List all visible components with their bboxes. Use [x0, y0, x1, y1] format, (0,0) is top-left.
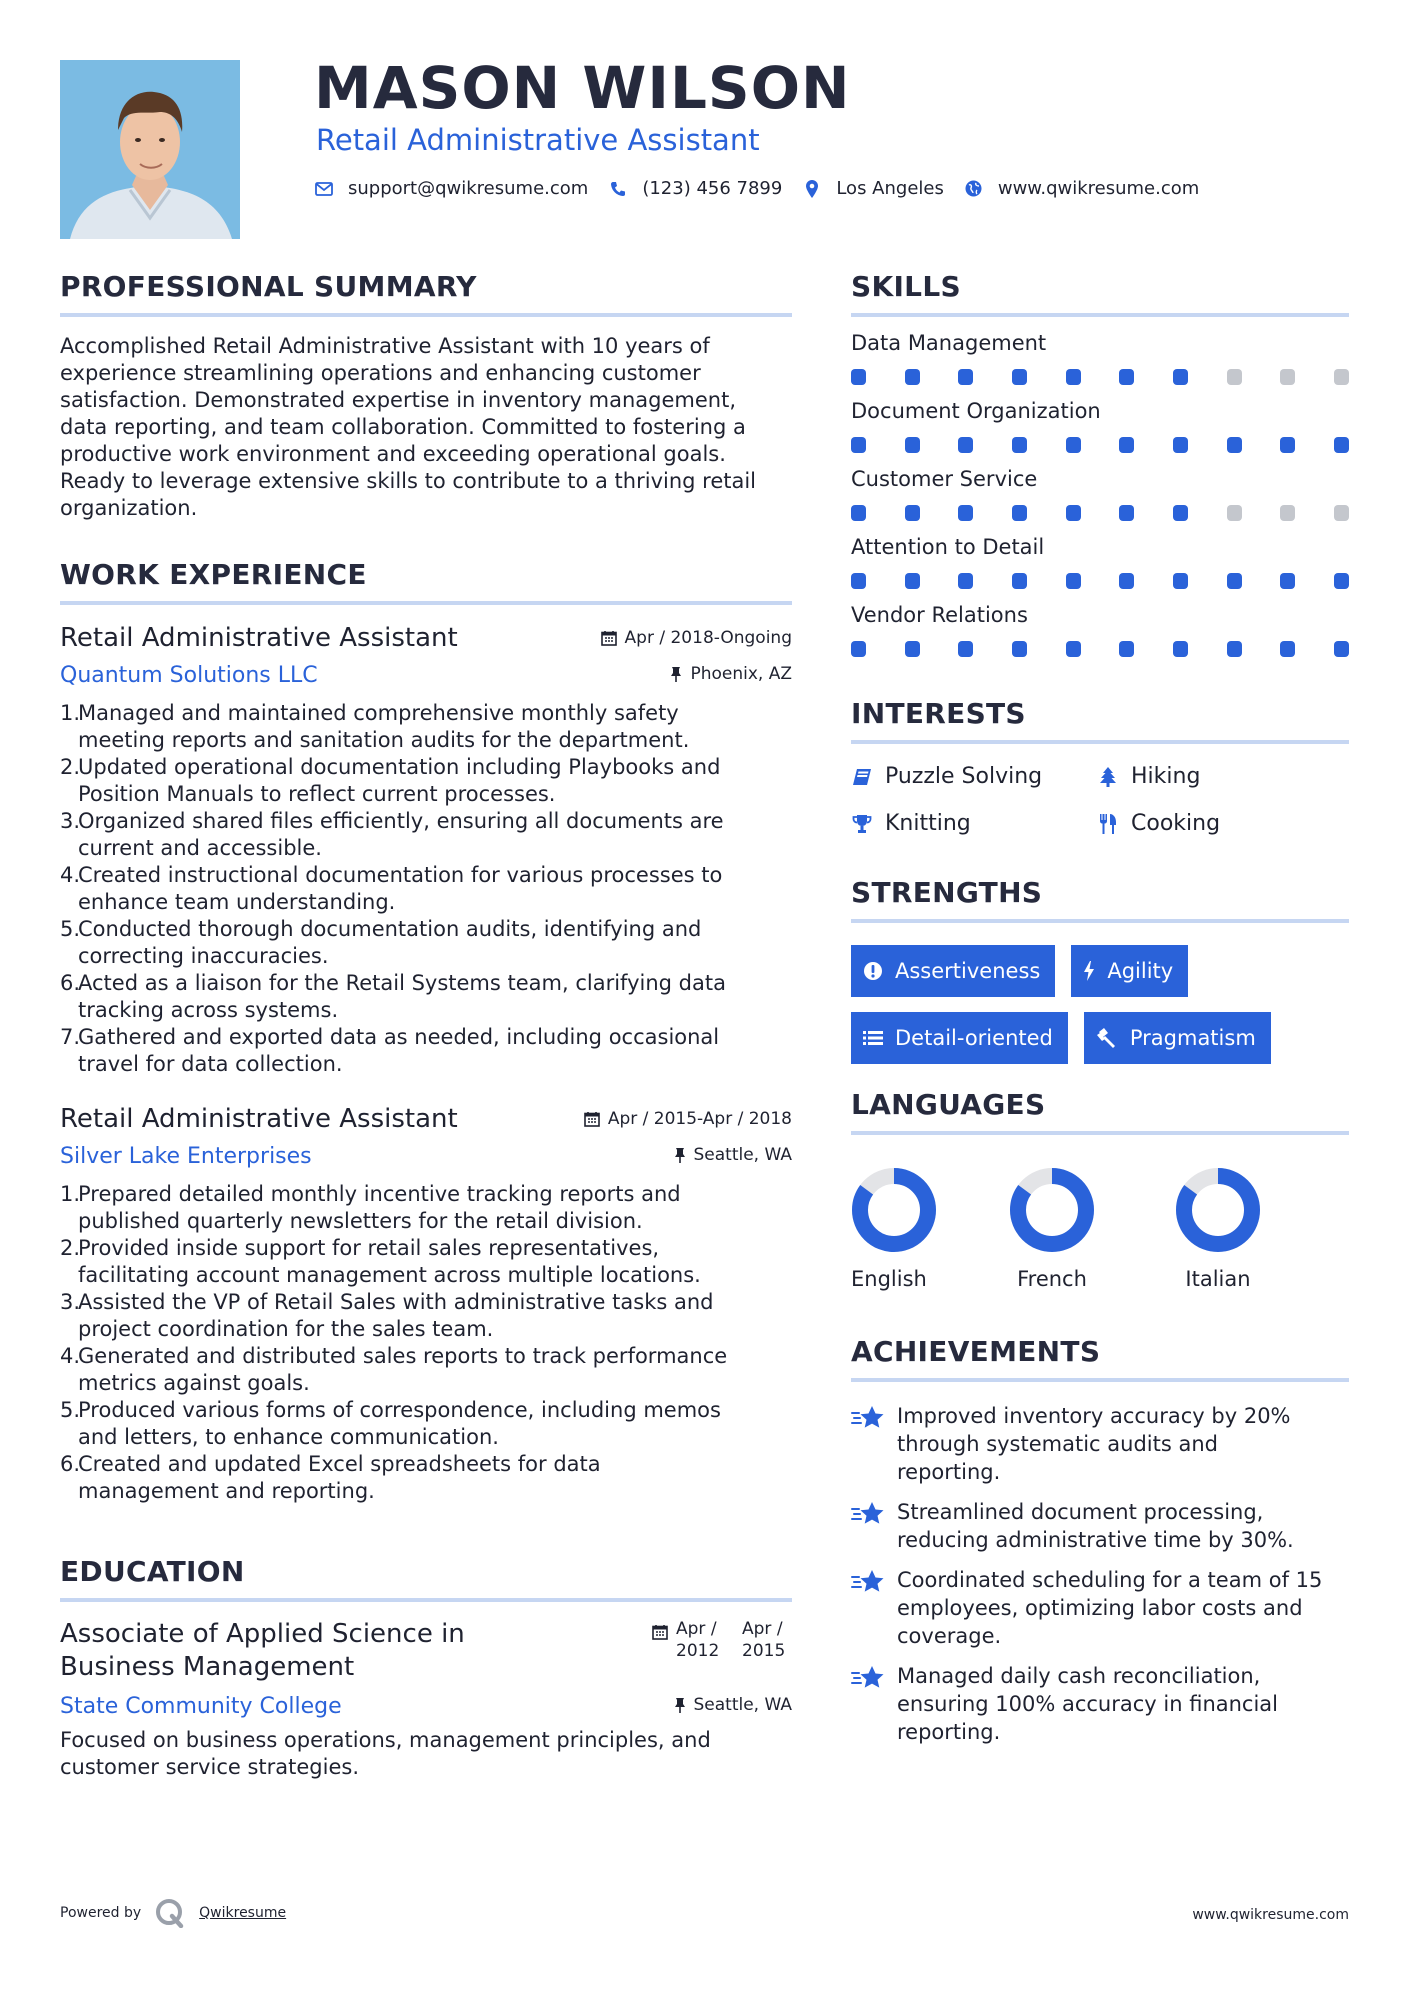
list-number: 4. — [60, 863, 81, 887]
strength-badge — [1084, 1012, 1271, 1064]
rating-dot-filled — [851, 505, 866, 521]
skill-rating — [851, 369, 1349, 385]
rating-dot-empty — [1280, 369, 1295, 385]
list-line: Prepared detailed monthly incentive tracking reports and — [78, 1182, 681, 1206]
list-item — [60, 1235, 792, 1289]
strength-badge — [851, 945, 1055, 997]
rating-dot-filled — [958, 641, 973, 657]
list-line: Created and updated Excel spreadsheets for data — [78, 1452, 601, 1476]
job-date-text: Apr / 2018-Ongoing — [624, 628, 792, 648]
rating-dot-filled — [1280, 641, 1295, 657]
skill-item — [851, 467, 1349, 521]
star-icon — [851, 1402, 897, 1486]
list-item — [60, 916, 792, 970]
education-location — [674, 1695, 793, 1715]
interest-item — [1097, 811, 1337, 836]
profile-photo — [60, 60, 240, 239]
strength-badge — [851, 1012, 1068, 1064]
list-item — [60, 808, 792, 862]
list-number: 4. — [60, 1344, 81, 1368]
job-location-text: Seattle, WA — [693, 1145, 792, 1165]
list-line: enhance team understanding. — [78, 890, 396, 914]
star-icon — [851, 1566, 897, 1650]
skill-list — [851, 331, 1349, 657]
job-header-row — [60, 1104, 792, 1134]
achievement-text — [897, 1566, 1322, 1650]
rating-dot-empty — [1280, 505, 1295, 521]
star-icon — [851, 1662, 897, 1746]
job-list — [60, 623, 792, 1505]
list-item — [60, 1343, 792, 1397]
rating-dot-filled — [1280, 573, 1295, 589]
list-line: facilitating account management across multiple locations. — [78, 1263, 701, 1287]
contact-email[interactable] — [314, 178, 588, 199]
education-dates — [652, 1618, 792, 1684]
map-marker-icon — [802, 179, 822, 199]
degree-line: Associate of Applied Science in — [60, 1619, 465, 1649]
language-ring — [851, 1167, 937, 1253]
job-location-text: Phoenix, AZ — [690, 664, 792, 684]
list-number: 7. — [60, 1025, 81, 1049]
list-line: Conducted thorough documentation audits, identifying and — [78, 917, 702, 941]
rating-dot-filled — [905, 641, 920, 657]
degree-line: Business Management — [60, 1652, 355, 1682]
rating-dot-filled — [1280, 437, 1295, 453]
education-description — [60, 1727, 792, 1781]
language-item — [1135, 1167, 1301, 1291]
list-text — [78, 808, 724, 862]
list-line: Organized shared files efficiently, ensuring all documents are — [78, 809, 724, 833]
list-line: meeting reports and sanitation audits for the department. — [78, 728, 690, 752]
list-line: Updated operational documentation including Playbooks and — [78, 755, 721, 779]
list-item — [60, 1397, 792, 1451]
education-section — [60, 1555, 792, 1781]
contact-bar — [314, 178, 1219, 199]
list-line: Assisted the VP of Retail Sales with administrative tasks and — [78, 1290, 714, 1314]
list-item — [60, 970, 792, 1024]
list-line: and letters, to enhance communication. — [78, 1425, 499, 1449]
achievement-text — [897, 1662, 1278, 1746]
responsibility-list — [60, 1181, 792, 1505]
rating-dot-filled — [1119, 641, 1134, 657]
star-icon — [851, 1498, 897, 1554]
summary-section — [60, 270, 792, 522]
rating-dot-filled — [1066, 505, 1081, 521]
list-line: Created instructional documentation for various processes to — [78, 863, 723, 887]
achievement-line: Managed daily cash reconciliation, — [897, 1664, 1261, 1688]
skill-item — [851, 399, 1349, 453]
rating-dot-filled — [905, 505, 920, 521]
company-name: Quantum Solutions LLC — [60, 663, 318, 688]
list-item — [60, 862, 792, 916]
achievement-text — [897, 1498, 1294, 1554]
responsibility-list — [60, 700, 792, 1078]
achievement-line: reporting. — [897, 1720, 1001, 1744]
achievement-line: ensuring 100% accuracy in financial — [897, 1692, 1279, 1716]
job-location — [674, 1145, 793, 1165]
list-line: travel for data collection. — [78, 1052, 343, 1076]
list-number: 2. — [60, 755, 81, 779]
interest-item — [851, 811, 1097, 836]
strength-label: Detail-oriented — [895, 1026, 1053, 1050]
rating-dot-filled — [958, 573, 973, 589]
list-text — [78, 970, 726, 1024]
interest-label: Knitting — [885, 811, 971, 836]
job-entry — [60, 1104, 792, 1505]
rating-dot-filled — [1173, 437, 1188, 453]
skill-rating — [851, 641, 1349, 657]
rating-dot-filled — [1173, 573, 1188, 589]
language-name: English — [851, 1267, 927, 1291]
rating-dot-filled — [1173, 369, 1188, 385]
interest-item — [1097, 764, 1337, 789]
powered-by-text: Powered by — [60, 1905, 142, 1921]
strengths-heading: STRENGTHS — [851, 876, 1349, 923]
rating-dot-filled — [905, 437, 920, 453]
skill-name: Customer Service — [851, 467, 1038, 491]
achievement-line: employees, optimizing labor costs and — [897, 1596, 1303, 1620]
list-line: Generated and distributed sales reports to track performance — [78, 1344, 728, 1368]
rating-dot-filled — [1334, 437, 1349, 453]
language-name: Italian — [1185, 1267, 1251, 1291]
achievements-section — [851, 1335, 1349, 1746]
interest-item — [851, 764, 1097, 789]
skill-rating — [851, 437, 1349, 453]
exclamation-icon — [863, 961, 883, 981]
candidate-role: Retail Administrative Assistant — [316, 123, 760, 157]
tree-icon — [1097, 767, 1119, 787]
list-item — [60, 1289, 792, 1343]
skill-name: Data Management — [851, 331, 1047, 355]
pin-icon — [670, 666, 682, 682]
achievement-line: Improved inventory accuracy by 20% — [897, 1404, 1291, 1428]
list-line: Managed and maintained comprehensive monthly safety — [78, 701, 679, 725]
achievement-item — [851, 1566, 1349, 1650]
interest-label: Puzzle Solving — [885, 764, 1043, 789]
rating-dot-empty — [1227, 505, 1242, 521]
list-text — [78, 1181, 681, 1235]
job-entry — [60, 623, 792, 1078]
list-item — [60, 1181, 792, 1235]
rating-dot-filled — [1119, 369, 1134, 385]
rating-dot-filled — [851, 573, 866, 589]
rating-dot-filled — [1012, 437, 1027, 453]
language-ring — [1009, 1167, 1095, 1253]
rating-dot-empty — [1334, 505, 1349, 521]
contact-location — [802, 178, 944, 199]
list-line: Produced various forms of correspondence, including memos — [78, 1398, 721, 1422]
interests-section — [851, 697, 1349, 836]
list-text — [78, 700, 689, 754]
achievement-list — [851, 1402, 1349, 1746]
achievements-heading: ACHIEVEMENTS — [851, 1335, 1349, 1382]
rating-dot-filled — [958, 369, 973, 385]
rating-dot-filled — [1173, 641, 1188, 657]
rating-dot-filled — [1012, 573, 1027, 589]
achievement-item — [851, 1498, 1349, 1554]
summary-line: satisfaction. Demonstrated expertise in inventory management, — [60, 388, 736, 412]
end-month: Apr / — [742, 1619, 783, 1639]
interest-list — [851, 764, 1349, 836]
education-description-line: customer service strategies. — [60, 1755, 359, 1779]
strengths-section — [851, 876, 1349, 1064]
contact-phone[interactable] — [608, 178, 782, 199]
pin-icon — [674, 1147, 686, 1163]
list-line: management and reporting. — [78, 1479, 375, 1503]
footer-website[interactable]: www.qwikresume.com — [1192, 1907, 1349, 1923]
experience-heading: WORK EXPERIENCE — [60, 558, 792, 605]
list-text — [78, 1289, 714, 1343]
skill-item — [851, 331, 1349, 385]
summary-line: data reporting, and team collaboration. Committed to fostering a — [60, 415, 746, 439]
rating-dot-filled — [958, 437, 973, 453]
list-item — [60, 1451, 792, 1505]
achievement-line: through systematic audits and — [897, 1432, 1218, 1456]
interest-label: Hiking — [1131, 764, 1201, 789]
list-text — [78, 1235, 701, 1289]
languages-heading: LANGUAGES — [851, 1088, 1349, 1135]
end-year: 2015 — [742, 1641, 786, 1661]
list-line: current and accessible. — [78, 836, 322, 860]
rating-dot-filled — [1119, 505, 1134, 521]
language-item — [969, 1167, 1135, 1291]
brand-link[interactable]: Qwikresume — [199, 1905, 287, 1921]
job-location — [670, 664, 792, 684]
list-line: metrics against goals. — [78, 1371, 310, 1395]
summary-line: Ready to leverage extensive skills to contribute to a thriving retail — [60, 469, 757, 493]
list-line: Provided inside support for retail sales representatives, — [78, 1236, 660, 1260]
language-ring — [1175, 1167, 1261, 1253]
calendar-icon — [601, 630, 617, 646]
list-text — [78, 754, 720, 808]
list-item — [60, 1024, 792, 1078]
strength-label: Agility — [1107, 959, 1174, 983]
candidate-name: MASON WILSON — [314, 54, 851, 122]
rating-dot-empty — [1334, 369, 1349, 385]
skills-heading: SKILLS — [851, 270, 1349, 317]
language-list — [851, 1167, 1349, 1291]
calendar-icon — [652, 1624, 668, 1640]
achievement-line: reporting. — [897, 1460, 1001, 1484]
list-number: 5. — [60, 917, 81, 941]
skill-item — [851, 603, 1349, 657]
rating-dot-filled — [1227, 641, 1242, 657]
list-item — [60, 754, 792, 808]
language-name: French — [1017, 1267, 1087, 1291]
education-location-text: Seattle, WA — [693, 1695, 792, 1715]
list-item — [60, 700, 792, 754]
rating-dot-filled — [1012, 369, 1027, 385]
right-column — [851, 270, 1349, 1758]
rating-dot-filled — [1227, 573, 1242, 589]
list-number: 3. — [60, 1290, 81, 1314]
contact-website[interactable] — [964, 178, 1199, 199]
summary-text — [60, 333, 792, 522]
rating-dot-filled — [958, 505, 973, 521]
rating-dot-filled — [851, 437, 866, 453]
job-title: Retail Administrative Assistant — [60, 1104, 458, 1134]
skill-rating — [851, 573, 1349, 589]
list-number: 2. — [60, 1236, 81, 1260]
skill-item — [851, 535, 1349, 589]
job-header-row — [60, 623, 792, 653]
email-text: support@qwikresume.com — [348, 178, 589, 199]
start-month: Apr / — [676, 1619, 717, 1639]
phone-icon — [608, 179, 628, 199]
job-company-row — [60, 1144, 792, 1169]
achievement-line: Coordinated scheduling for a team of 15 — [897, 1568, 1323, 1592]
rating-dot-filled — [1334, 641, 1349, 657]
job-date-text: Apr / 2015-Apr / 2018 — [607, 1109, 792, 1129]
interests-heading: INTERESTS — [851, 697, 1349, 744]
interest-label: Cooking — [1131, 811, 1221, 836]
list-line: published quarterly newsletters for the retail division. — [78, 1209, 643, 1233]
bolt-icon — [1083, 961, 1095, 981]
strength-list — [851, 945, 1349, 1064]
list-icon — [863, 1030, 883, 1046]
phone-text: (123) 456 7899 — [642, 178, 783, 199]
language-item — [851, 1167, 969, 1291]
list-text — [78, 1343, 727, 1397]
list-text — [78, 1397, 721, 1451]
left-column — [60, 270, 792, 1781]
book-icon — [851, 768, 873, 786]
job-company-row — [60, 663, 792, 688]
location-text: Los Angeles — [836, 178, 944, 199]
rating-dot-filled — [851, 641, 866, 657]
achievement-item — [851, 1662, 1349, 1746]
skill-name: Attention to Detail — [851, 535, 1045, 559]
company-name: Silver Lake Enterprises — [60, 1144, 312, 1169]
summary-heading: PROFESSIONAL SUMMARY — [60, 270, 792, 317]
summary-line: organization. — [60, 496, 198, 520]
rating-dot-filled — [1119, 437, 1134, 453]
skill-name: Document Organization — [851, 399, 1101, 423]
education-heading: EDUCATION — [60, 1555, 792, 1602]
rating-dot-filled — [851, 369, 866, 385]
list-number: 3. — [60, 809, 81, 833]
education-end — [742, 1618, 792, 1662]
list-number: 1. — [60, 701, 81, 725]
rating-dot-filled — [1066, 369, 1081, 385]
list-line: Position Manuals to reflect current processes. — [78, 782, 556, 806]
rating-dot-filled — [1012, 641, 1027, 657]
website-text: www.qwikresume.com — [997, 178, 1200, 199]
rating-dot-filled — [905, 369, 920, 385]
list-number: 6. — [60, 1452, 81, 1476]
skill-rating — [851, 505, 1349, 521]
gavel-icon — [1096, 1028, 1118, 1048]
achievement-text — [897, 1402, 1291, 1486]
rating-dot-filled — [1227, 437, 1242, 453]
experience-section — [60, 558, 792, 1505]
achievement-line: Streamlined document processing, — [897, 1500, 1264, 1524]
globe-icon — [964, 179, 984, 199]
skill-name: Vendor Relations — [851, 603, 1028, 627]
list-text — [78, 1451, 601, 1505]
list-number: 5. — [60, 1398, 81, 1422]
rating-dot-filled — [1066, 437, 1081, 453]
cutlery-icon — [1097, 814, 1119, 834]
languages-section — [851, 1088, 1349, 1291]
pin-icon — [674, 1697, 686, 1713]
education-description-line: Focused on business operations, management principles, and — [60, 1728, 711, 1752]
summary-line: experience streamlining operations and enhancing customer — [60, 361, 701, 385]
strength-badge — [1071, 945, 1188, 997]
rating-dot-filled — [905, 573, 920, 589]
rating-dot-filled — [1119, 573, 1134, 589]
list-text — [78, 916, 701, 970]
summary-line: productive work environment and exceeding operational goals. — [60, 442, 726, 466]
qwikresume-logo-icon — [155, 1898, 185, 1928]
strength-label: Assertiveness — [895, 959, 1041, 983]
job-date — [601, 628, 792, 648]
job-title: Retail Administrative Assistant — [60, 623, 458, 653]
achievement-line: coverage. — [897, 1624, 1002, 1648]
job-date — [584, 1109, 792, 1129]
list-line: project coordination for the sales team. — [78, 1317, 494, 1341]
achievement-item — [851, 1402, 1349, 1486]
list-text — [78, 862, 722, 916]
education-start — [676, 1618, 732, 1662]
rating-dot-filled — [1066, 641, 1081, 657]
achievement-line: reducing administrative time by 30%. — [897, 1528, 1294, 1552]
rating-dot-filled — [1066, 573, 1081, 589]
rating-dot-filled — [1012, 505, 1027, 521]
skills-section — [851, 270, 1349, 657]
start-year: 2012 — [676, 1641, 720, 1661]
degree-title — [60, 1618, 465, 1684]
list-line: tracking across systems. — [78, 998, 339, 1022]
rating-dot-filled — [1173, 505, 1188, 521]
footer-powered-by — [60, 1898, 286, 1928]
list-line: Acted as a liaison for the Retail Systems team, clarifying data — [78, 971, 726, 995]
list-number: 1. — [60, 1182, 81, 1206]
calendar-icon — [584, 1111, 600, 1127]
rating-dot-empty — [1227, 369, 1242, 385]
list-text — [78, 1024, 719, 1078]
list-number: 6. — [60, 971, 81, 995]
rating-dot-filled — [1334, 573, 1349, 589]
list-line: Gathered and exported data as needed, including occasional — [78, 1025, 720, 1049]
envelope-icon — [314, 179, 334, 199]
list-line: correcting inaccuracies. — [78, 944, 329, 968]
trophy-icon — [851, 814, 873, 834]
school-name: State Community College — [60, 1694, 342, 1719]
strength-label: Pragmatism — [1129, 1026, 1256, 1050]
summary-line: Accomplished Retail Administrative Assistant with 10 years of — [60, 334, 710, 358]
